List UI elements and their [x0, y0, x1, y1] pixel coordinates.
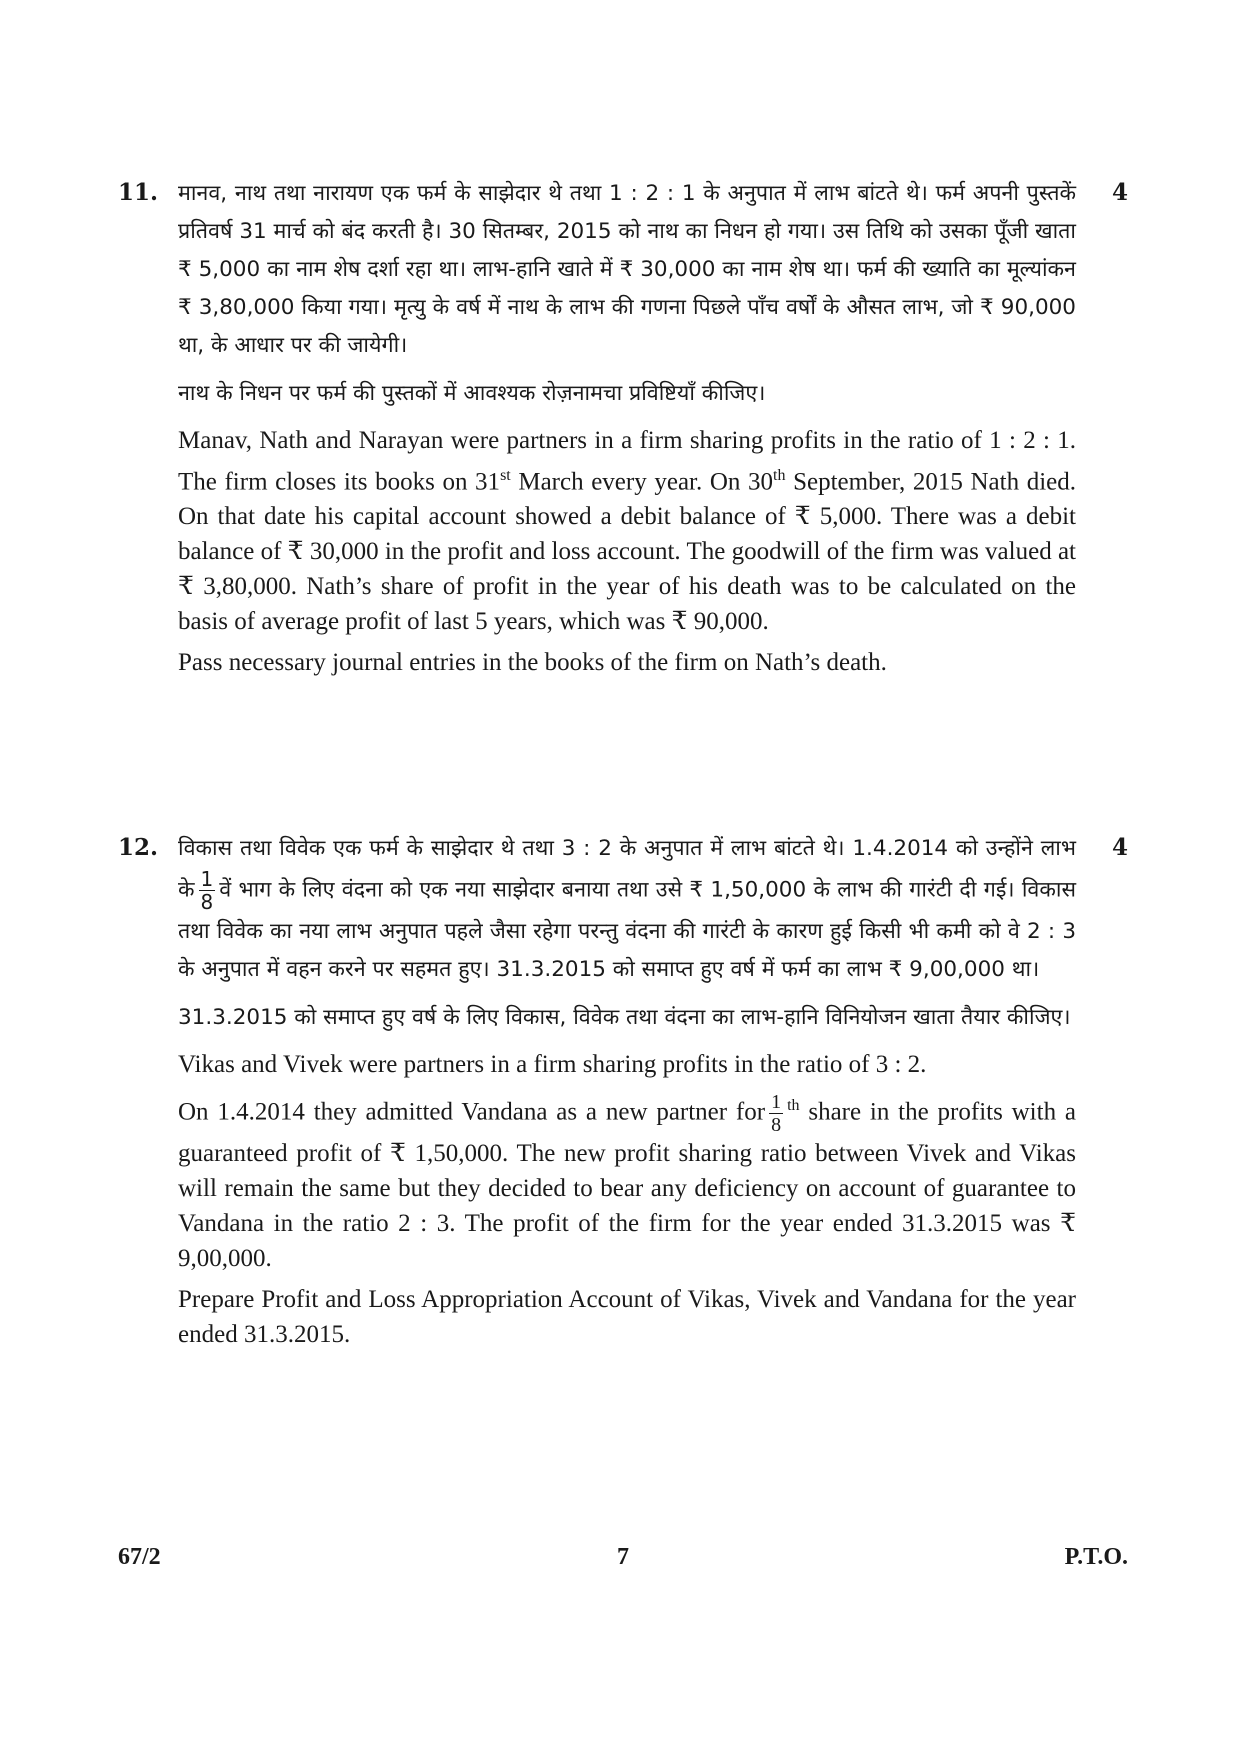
fraction-denominator: 8 — [200, 890, 214, 914]
ordinal-suffix: th — [773, 467, 786, 484]
ordinal-suffix: th — [787, 1097, 800, 1114]
english-question-text: Vikas and Vivek were partners in a firm sharing profits in the ratio of 3 : 2. — [178, 1051, 927, 1078]
hindi-question-instruction: नाथ के निधन पर फर्म की पुस्तकों में आवश्यक रोज़नामचा प्रविष्टियाँ कीजिए। — [178, 381, 766, 406]
please-turn-over: P.T.O. — [1064, 1544, 1128, 1570]
english-text-part: Manav, Nath and Narayan were partners in a firm sharing profits in the ratio of 1 : 2 : 1. The firm closes its books on 31 — [178, 427, 1076, 496]
question-body — [178, 175, 1076, 680]
english-question-instruction: Pass necessary journal entries in the books of the firm on Nath’s death. — [178, 649, 887, 677]
fraction-numerator: 1 — [200, 867, 214, 891]
english-text-part: share in the profits with a guaranteed profit of ₹ 1,50,000. The new profit sharing ratio between Vivek and Vikas will remain the same but they decided to bear any deficiency on account of guarantee to Vandana in the ratio 2 : 3. The profit of the firm for the year ended 31.3.2015 was ₹ 9,00,000. — [178, 1098, 1076, 1273]
page-number: 7 — [617, 1544, 629, 1570]
fraction-numerator: 1 — [771, 1091, 782, 1114]
hindi-question-text — [178, 830, 1076, 989]
english-question-instruction: Prepare Profit and Loss Appropriation Account of Vikas, Vivek and Vandana for the year ended 31.3.2015. — [178, 1286, 1076, 1349]
question-body — [178, 830, 1076, 1352]
hindi-question-text: मानव, नाथ तथा नारायण एक फर्म के साझेदार थे तथा 1 : 2 : 1 के अनुपात में लाभ बांटते थे। फर्म अपनी पुस्तकें प्रतिवर्ष 31 मार्च को बंद करती है। 30 सितम्बर, 2015 को नाथ का निधन हो गया। उस तिथि को उसका पूँजी खाता ₹ 5,000 का नाम शेष दर्शा रहा था। लाभ-हानि खाते में ₹ 30,000 का नाम शेष था। फर्म की ख्याति का मूल्यांकन ₹ 3,80,000 किया गया। मृत्यु के वर्ष में नाथ के लाभ की गणना पिछले पाँच वर्षों के औसत लाभ, जो ₹ 90,000 था, के आधार पर की जायेगी। — [178, 181, 1076, 358]
english-question-text — [178, 1088, 1076, 1276]
fraction-one-eighth — [199, 868, 216, 913]
ordinal-suffix: st — [500, 467, 511, 484]
question-number: 12. — [118, 834, 159, 861]
paper-code: 67/2 — [118, 1544, 161, 1570]
english-text-part: On 1.4.2014 they admitted Vandana as a new partner for — [178, 1098, 766, 1126]
question-12 — [118, 830, 1128, 1358]
page-footer — [118, 1544, 1128, 1576]
hindi-text-part: वें भाग के लिए वंदना को एक नया साझेदार बनाया तथा उसे ₹ 1,50,000 के लाभ की गारंटी दी गई। विकास तथा विवेक का नया लाभ अनुपात पहले जैसा रहेगा परन्तु वंदना की गारंटी के कारण हुई किसी भी कमी को वे 2 : 3 के अनुपात में वहन करने पर सहमत हुए। 31.3.2015 को समाप्त हुए वर्ष में फर्म का लाभ ₹ 9,00,000 था। — [178, 877, 1076, 982]
question-11 — [118, 175, 1128, 686]
hindi-question-instruction: 31.3.2015 को समाप्त हुए वर्ष के लिए विकास, विवेक तथा वंदना का लाभ-हानि विनियोजन खाता तैयार कीजिए। — [178, 1005, 1071, 1030]
english-text-part: March every year. On 30 — [510, 468, 774, 496]
fraction-denominator: 8 — [771, 1114, 782, 1137]
question-number: 11. — [118, 179, 159, 206]
hindi-text-part: विकास तथा विवेक एक फर्म के साझेदार थे तथा 3 : 2 के अनुपात में लाभ बांटते थे। 1.4.2014 को उन्होंने लाभ के — [178, 836, 1076, 903]
english-text-part: September, 2015 Nath died. On that date his capital account showed a debit balance of ₹ 5,000. There was a debit balance of ₹ 30,000 in the profit and loss account. The goodwill of the firm was valued at ₹ 3,80,000. Nath’s share of profit in the year of his death was to be calculated on the basis of average profit of last 5 years, which was ₹ 90,000. — [178, 468, 1076, 636]
english-question-text — [178, 423, 1076, 639]
question-marks: 4 — [1111, 179, 1128, 206]
question-marks: 4 — [1111, 834, 1128, 861]
fraction-one-eighth — [769, 1091, 783, 1136]
